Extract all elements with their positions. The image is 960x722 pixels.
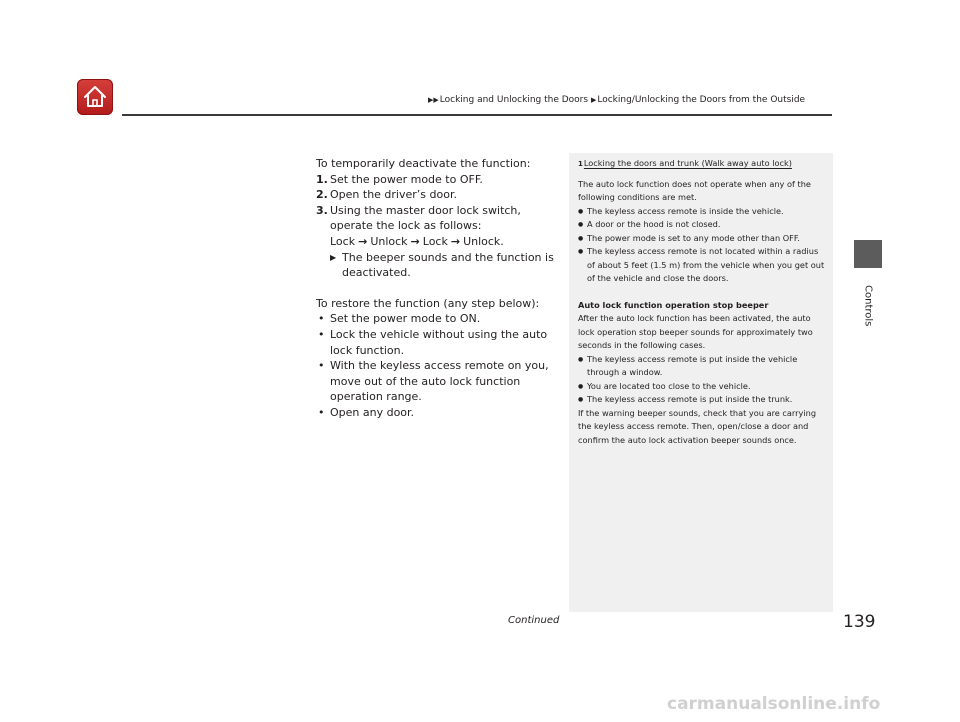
arrow-right-icon: → [450, 234, 461, 248]
step-text: Using the master door lock switch, operate the lock as follows: [330, 203, 521, 233]
step-result [316, 250, 561, 281]
section-tab-label[interactable]: Controls [862, 285, 874, 327]
step-text: Open the driver’s door. [330, 188, 457, 202]
list-item: ● The power mode is set to any mode other than OFF. [578, 232, 826, 246]
header-rule [122, 114, 832, 116]
arrow-right-icon: → [358, 234, 368, 248]
list-item: ● The keyless access remote is put inside the vehicle through a window. [578, 353, 826, 380]
list-item: ● A door or the hood is not closed. [578, 218, 826, 232]
restore-intro: To restore the function (any step below): [316, 296, 540, 310]
step-item [316, 172, 561, 188]
page-number: 139 [843, 612, 876, 632]
sequence-item: Lock [330, 234, 356, 248]
list-item: ● The keyless access remote is put inside the trunk. [578, 393, 826, 407]
sequence-item: Unlock [370, 234, 408, 248]
continued-label: Continued [508, 615, 560, 626]
breadcrumb-arrow-icon: ▶ [590, 96, 597, 104]
breadcrumb [428, 95, 805, 105]
note-content [578, 157, 826, 447]
home-button[interactable] [77, 79, 113, 115]
step-text: Set the power mode to OFF. [330, 172, 483, 186]
breadcrumb-item[interactable]: Locking/Unlocking the Doors from the Outside [597, 95, 806, 105]
arrow-right-icon: → [410, 234, 420, 248]
note-body: After the auto lock function has been activated, the auto lock operation stop beeper sounds for approximately two seconds in the following cases. [578, 313, 813, 350]
sequence-item: Lock [422, 234, 448, 248]
note-marker: 1 [578, 160, 583, 168]
note-title[interactable] [578, 157, 826, 172]
breadcrumb-item[interactable]: Locking and Unlocking the Doors [439, 95, 589, 105]
note-closing: If the warning beeper sounds, check that you are carrying the keyless access remote. Then, open/close a door and confirm the auto lock activation beeper sounds once. [578, 407, 817, 445]
breadcrumb-arrow-icon: ▶▶ [428, 96, 439, 104]
note-intro: The auto lock function does not operate when any of the following conditions are met. [578, 178, 811, 202]
note-title-text: Locking the doors and trunk (Walk away auto lock) [583, 158, 792, 168]
lock-sequence [316, 234, 561, 250]
home-icon [82, 84, 108, 110]
section-tab[interactable] [854, 240, 882, 268]
deactivate-intro: To temporarily deactivate the function: [316, 157, 531, 170]
note-heading: Auto lock function operation stop beeper [578, 299, 769, 310]
step-item [316, 187, 561, 203]
step-number: 2. [316, 188, 328, 202]
list-item: • Lock the vehicle without using the auto lock function. [316, 327, 561, 358]
list-item: ● The keyless access remote is not located within a radius of about 5 feet (1.5 m) from the vehicle when you get out of the vehicle and close the doors. [578, 245, 826, 286]
step-number: 3. [316, 203, 328, 217]
list-item: • Open any door. [316, 405, 561, 421]
watermark: carmanualsonline.info [667, 694, 881, 714]
list-item: • Set the power mode to ON. [316, 311, 561, 327]
result-arrow-icon: ▶ [330, 252, 337, 262]
list-item: • With the keyless access remote on you, move out of the auto lock function operation range. [316, 358, 561, 405]
result-text: The beeper sounds and the function is deactivated. [342, 250, 554, 280]
main-content [316, 156, 561, 421]
step-item [316, 203, 561, 234]
list-item: ● The keyless access remote is inside the vehicle. [578, 205, 826, 219]
step-number: 1. [316, 172, 328, 186]
list-item: ● You are located too close to the vehicle. [578, 380, 826, 394]
sequence-item: Unlock. [463, 234, 504, 248]
